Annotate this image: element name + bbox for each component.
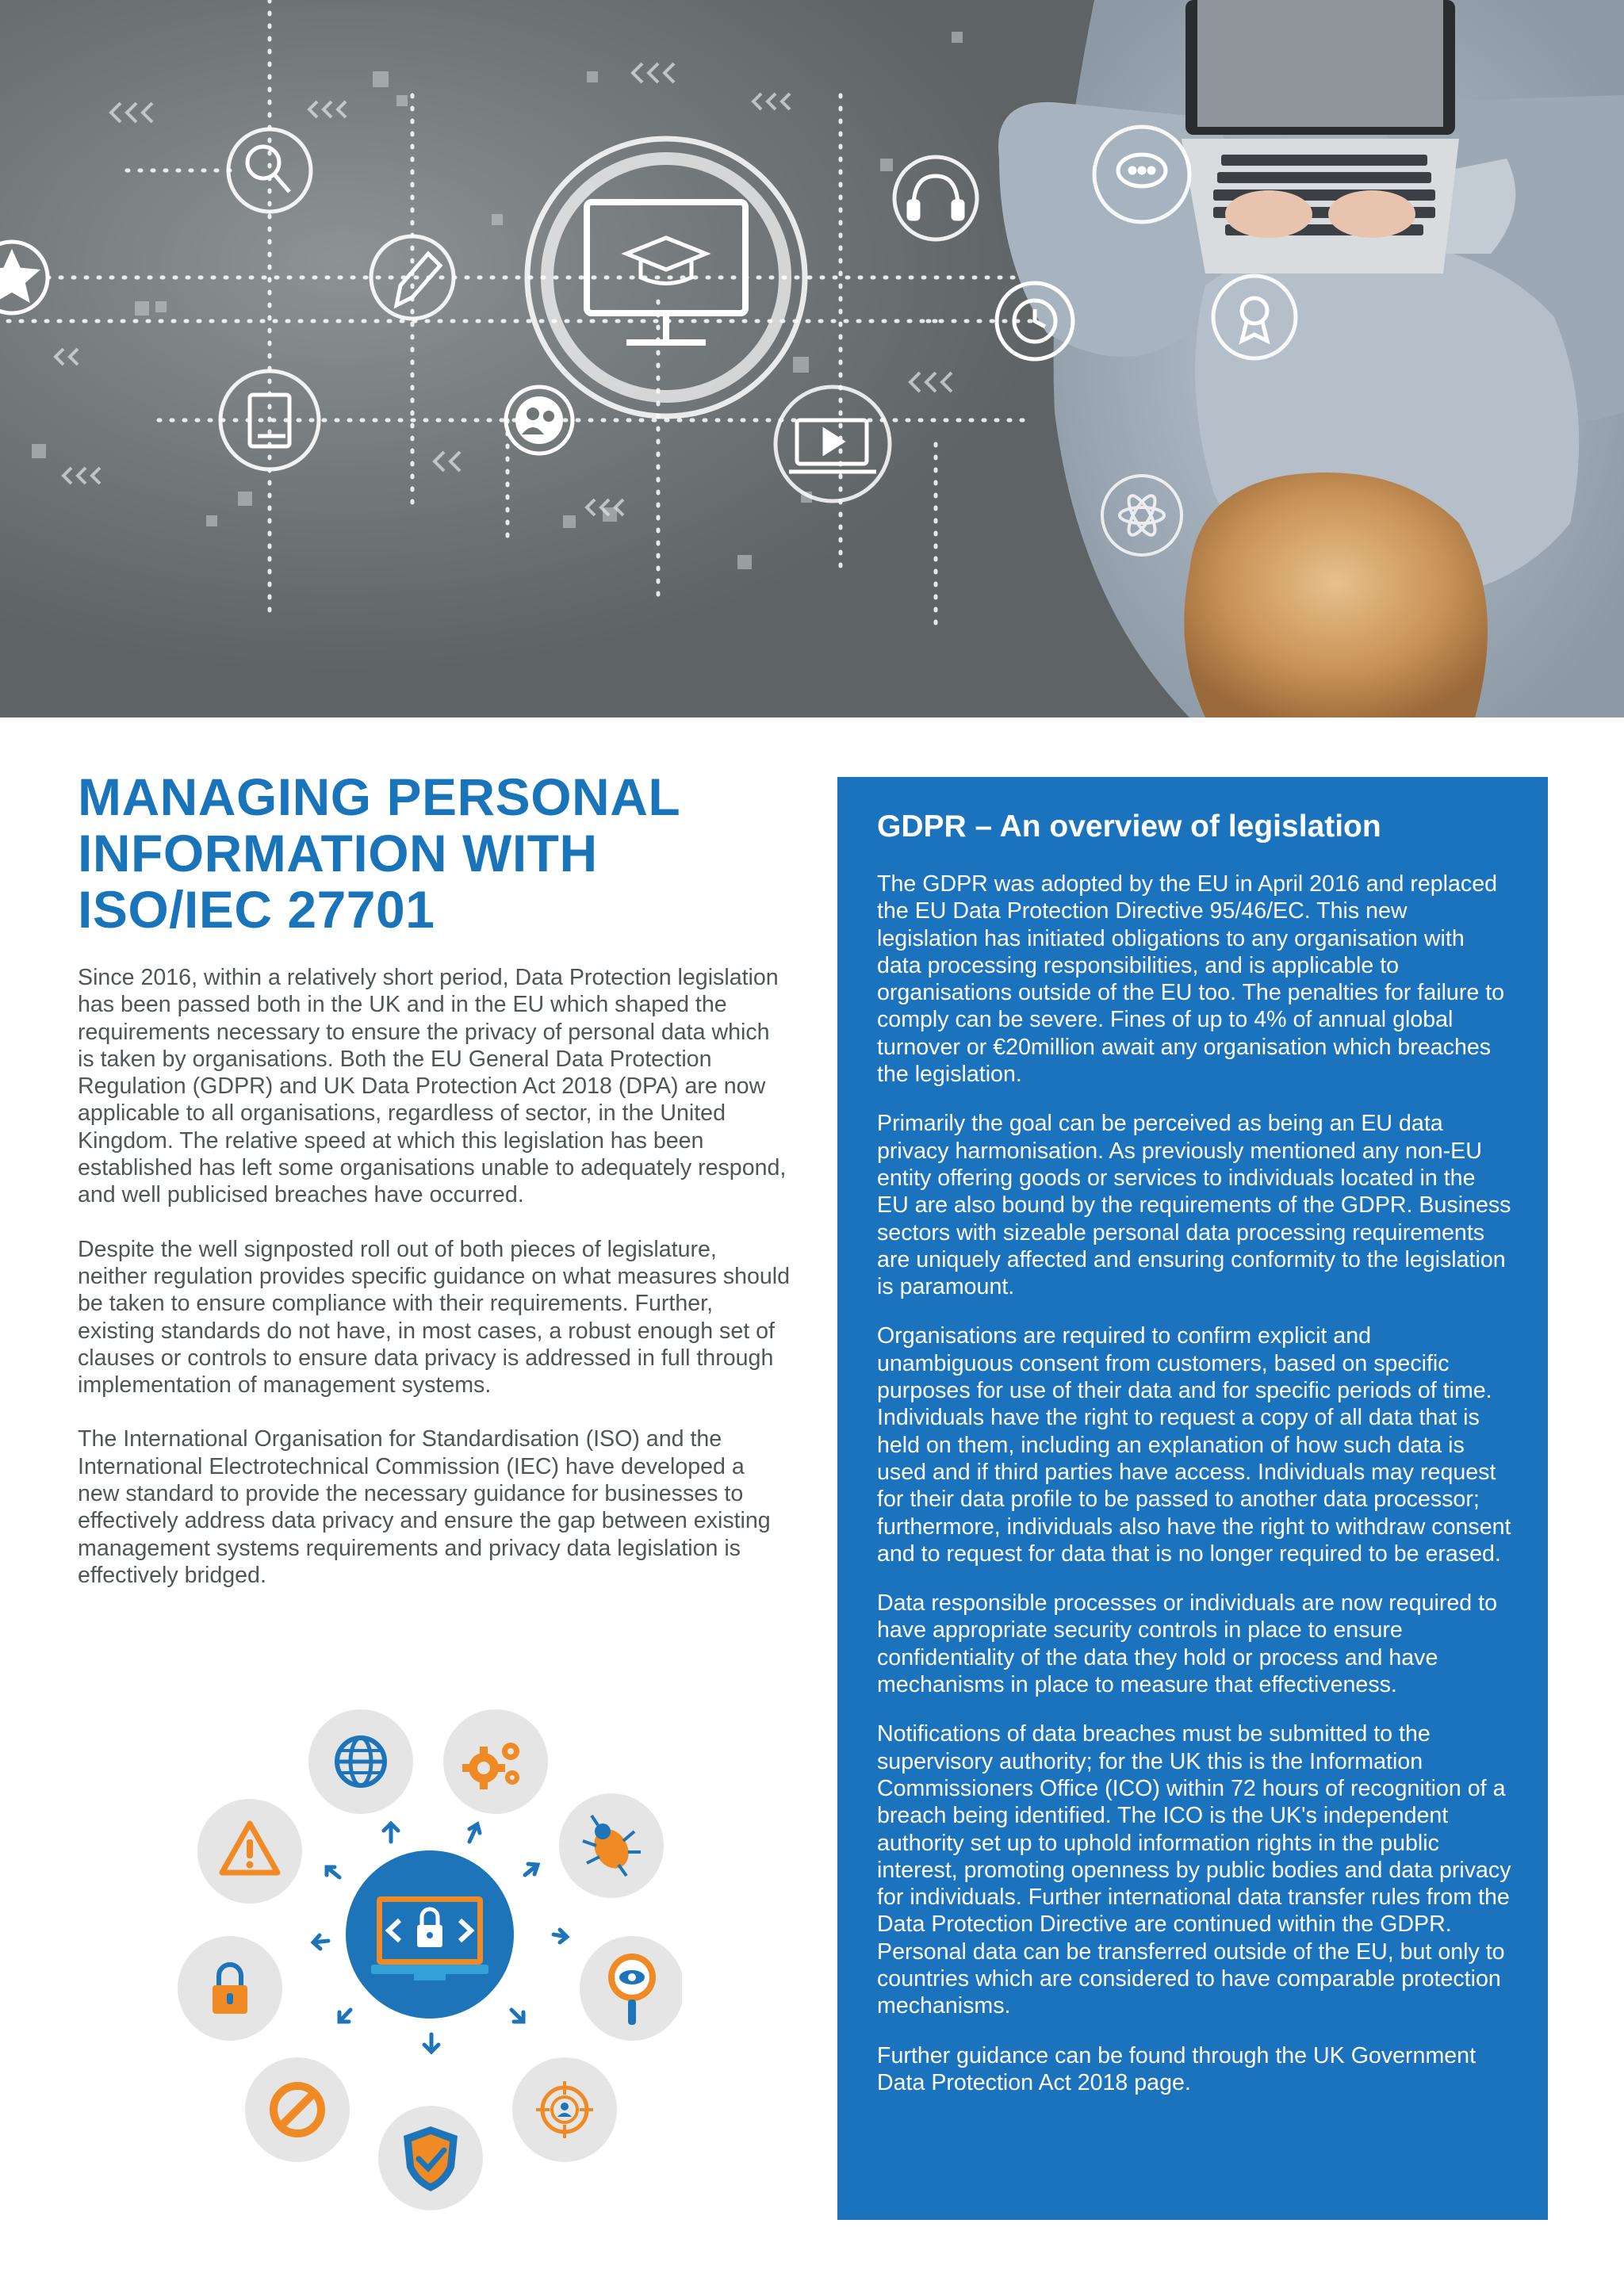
panel-heading: GDPR – An overview of legislation (877, 809, 1381, 844)
panel-paragraph: Organisations are required to confirm explicit and unambiguous consent from customers, based on specific purposes for use of their data and for specific periods of time. Individuals have the right to request a copy of all data that is held on them, including an explanation of how such data is used and if third parties have access. Individuals may request for their data profile to be passed to another data processor; furthermore, individuals also have the right to withdraw consent and to request for data that is no longer required to be erased. (877, 1323, 1511, 1567)
panel-paragraph: Data responsible processes or individuals are now required to have appropriate security controls in place to ensure confidentiality of the data they hold or process and have mechanisms in place to measure that effectiveness. (877, 1590, 1497, 1698)
shield-check-icon (378, 2106, 483, 2210)
monitor-lock-icon (346, 1850, 514, 2019)
users-icon (506, 387, 573, 453)
panel-paragraph: Primarily the goal can be perceived as being an EU data privacy harmonisation. As previously mentioned any non-EU entity offering goods or services to individuals located in the EU are also bound by the requirements of the GDPR. Business sectors with sizeable personal data processing requirements are uniquely affected and ensuring conformity to the legislation is paramount. (877, 1111, 1511, 1300)
blocked-icon (245, 2057, 350, 2162)
hero-illustration (0, 0, 1624, 718)
gdpr-overview-panel (837, 777, 1548, 2220)
privacy-icon-wheel (159, 1689, 682, 2212)
headphones-icon (894, 157, 977, 239)
panel-paragraph: Further guidance can be found through the UK Government Data Protection Act 2018 page. (877, 2042, 1477, 2095)
video-play-icon (776, 387, 890, 501)
star-icon (0, 242, 48, 313)
person-on-chair (998, 0, 1624, 718)
magnifier-eye-icon (580, 1936, 682, 2041)
target-person-icon (512, 2057, 617, 2162)
page-title (78, 769, 815, 938)
globe-icon (308, 1709, 413, 1814)
bug-icon (559, 1793, 664, 1898)
page-title-line: ISO/IEC 27701 (78, 880, 435, 939)
panel-body (877, 871, 1511, 2118)
panel-paragraph: The GDPR was adopted by the EU in April 2016 and replaced the EU Data Protection Directive 95/46/EC. This new legislation has initiated obligations to any organisation with data processing responsibilities, and is applicable to organisations outside of the EU too. The penalties for failure to comply can be severe. Fines of up to 4% of annual global turnover or €20million await any organisation which breaches the legislation. (877, 871, 1505, 1088)
panel-paragraph: Notifications of data breaches must be submitted to the supervisory authority; for the UK this is the Information Commissioners Office (ICO) within 72 hours of recognition of a breach being identified. The ICO is the UK's independent authority set up to uphold information rights in the public interest, promoting openness by public bodies and data privacy for individuals. Further international data transfer rules from the Data Protection Directive are continued within the GDPR. Personal data can be transferred outside of the EU, but only to countries which are considered to have comparable protection mechanisms. (877, 1721, 1511, 2019)
padlock-icon (178, 1936, 282, 2041)
warning-icon (197, 1799, 302, 1904)
hero-image (0, 0, 1624, 718)
article-paragraph: The International Organisation for Standardisation (ISO) and the International Electrotechnical Commission (IEC) have developed a new standard to provide the necessary guidance for businesses to effectively address data privacy and ensure the gap between existing management systems requirements and privacy data legislation is effectively bridged. (78, 1426, 771, 1588)
article-paragraph: Despite the well signposted roll out of both pieces of legislature, neither regulation provides specific guidance on what measures should be taken to ensure compliance with their requirements. Further, existing standards do not have, in most cases, a robust enough set of clauses or controls to ensure data privacy is addressed in full through implementation of management systems. (78, 1236, 791, 1399)
article-paragraph: Since 2016, within a relatively short period, Data Protection legislation has been passed both in the UK and in the EU which shaped the requirements necessary to ensure the privacy of personal data which is taken by organisations. Both the EU General Data Protection Regulation (GDPR) and UK Data Protection Act 2018 (DPA) are now applicable to all organisations, regardless of sector, in the United Kingdom. The relative speed at which this legislation has been established has left some organisations unable to adequately respond, and well publicised breaches have occurred. (78, 965, 787, 1208)
article-body (78, 964, 791, 1616)
page-title-line: MANAGING PERSONAL (78, 767, 681, 826)
page-title-line: INFORMATION WITH (78, 824, 598, 882)
gears-icon (443, 1709, 548, 1814)
